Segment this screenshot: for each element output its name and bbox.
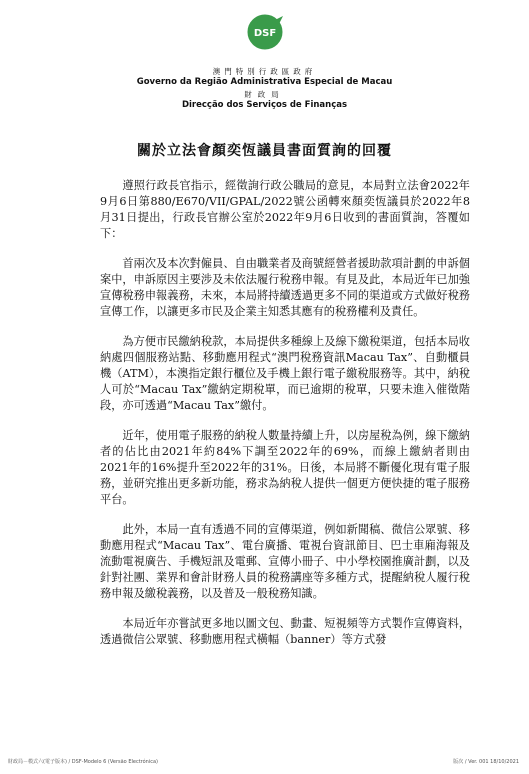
agency-name-pt: Governo da Região Administrativa Especial de Macau — [136, 77, 393, 87]
agency-name-zh: 澳門特別行政區政府 — [212, 67, 317, 76]
paragraph-6: 本局近年亦嘗試更多地以圖文包、動畫、短視頻等方式製作宣傳資料，透過微信公眾號、移動應用程式橫幅（banner）等方式發 — [100, 617, 470, 646]
logo-text: DSF — [253, 28, 277, 39]
footer-version: 版次 / Ver. 001 18/10/2021 — [453, 759, 519, 765]
paragraph-4: 近年，使用電子服務的納稅人數量持續上升，以房屋稅為例，線下繳納者的佔比由2021年約84%下調至2022年的69%，而線上繳納者則由2021年的16%提升至2022年的31%。日後，本局將不斷優化現有電子服務，並研究推出更多新功能，務求為納稅人提供一個更方便快捷的電子服務平台。 — [100, 429, 470, 506]
document-body — [100, 178, 470, 662]
paragraph-5: 此外，本局一直有透過不同的宣傳渠道，例如新聞稿、微信公眾號、移動應用程式“Macau Tax”、電台廣播、電視台資訊節目、巴士車廂海報及流動電視廣告、手機短訊及電郵、宣傳小冊子、中小學校園推廣計劃，以及針對社團、業界和會計財務人員的稅務講座等多種方式，提醒納稅人履行稅務申報及繳稅義務，以及普及一般稅務知識。 — [100, 523, 470, 600]
department-name-zh: 財政局 — [244, 90, 285, 99]
department-name-pt: Direcção dos Serviços de Finanças — [181, 100, 348, 110]
paragraph-1: 遵照行政長官指示，經徵詢行政公職局的意見，本局對立法會2022年9月6日第880/E670/VII/GPAL/2022號公函轉來顏奕恆議員於2022年8月31日提出，行政長官辦公室於2022年9月6日收到的書面質詢，答覆如下： — [100, 179, 470, 240]
document-title: 關於立法會顏奕恆議員書面質詢的回覆 — [137, 143, 392, 159]
page-footer — [0, 758, 529, 770]
footer-form-id: 財政局－模式六(電子版本) / DSF-Modelo 6 (Versão Electrónica) — [8, 759, 158, 765]
paragraph-3: 為方便市民繳納稅款，本局提供多種線上及線下繳稅渠道，包括本局收納處四個服務站點、移動應用程式“澳門稅務資訊Macau Tax”、自動櫃員機（ATM），本澳指定銀行櫃位及手機上銀行電子繳稅服務等。其中，納稅人可於“Macau Tax”繳納定期稅單，而已逾期的稅單，只要未進入催徵階段，亦可透過“Macau Tax”繳付。 — [100, 335, 470, 412]
dsf-logo — [245, 14, 285, 58]
paragraph-2: 首兩次及本次對僱員、自由職業者及商號經營者援助款項計劃的申訴個案中，申訴原因主要涉及未依法履行稅務申報。有見及此，本局近年已加強宣傳稅務申報義務，未來，本局將持續透過更多不同的渠道或方式做好稅務宣傳工作，以讓更多市民及企業主知悉其應有的稅務權利及責任。 — [100, 257, 470, 318]
